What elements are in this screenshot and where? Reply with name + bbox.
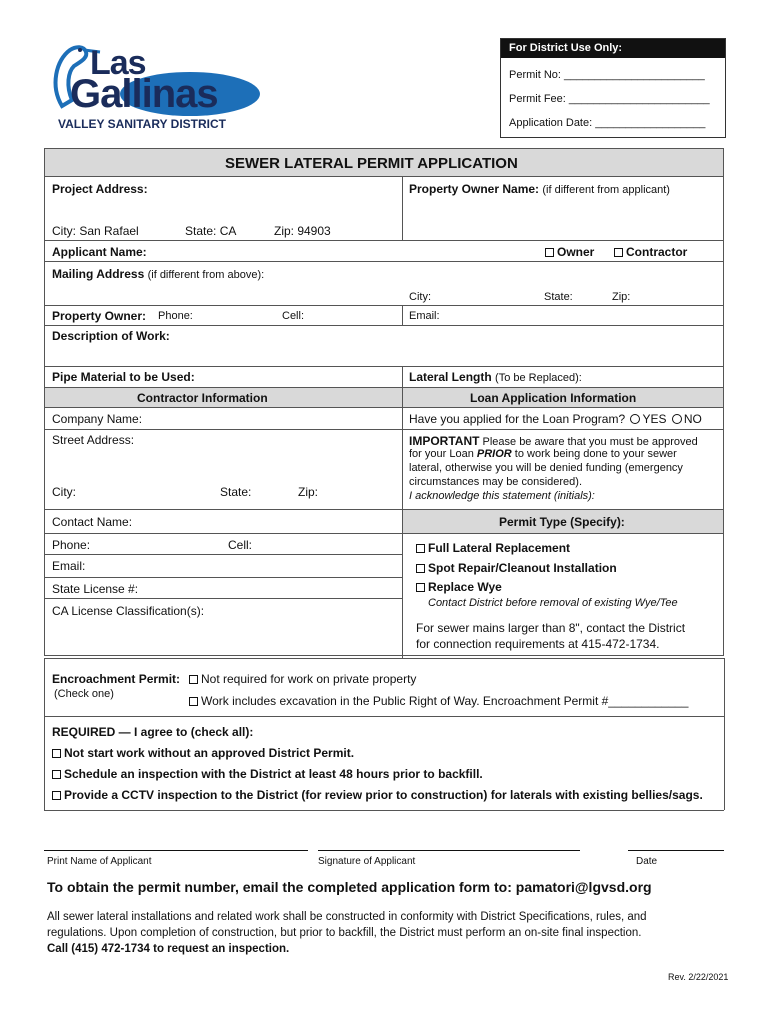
permit-type-header: Permit Type (Specify): bbox=[499, 515, 625, 529]
checkbox-icon bbox=[189, 697, 198, 706]
important-line-4: circumstances may be considered). bbox=[409, 476, 583, 488]
footer-paragraph-2: regulations. Upon completion of construction, but prior to backfill, the District must perform an on-site final inspection. bbox=[47, 927, 642, 939]
checkbox-icon bbox=[614, 248, 623, 257]
checkbox-icon bbox=[416, 583, 425, 592]
owner-name-label: Property Owner Name: (if different from applicant) bbox=[409, 182, 670, 196]
district-use-title: For District Use Only: bbox=[509, 42, 623, 54]
mailing-state-label: State: bbox=[544, 291, 573, 303]
mains-note-2: for connection requirements at 415-472-1734. bbox=[416, 637, 660, 651]
checkbox-icon bbox=[416, 544, 425, 553]
checkbox-icon bbox=[189, 675, 198, 684]
yes-radio-icon[interactable] bbox=[630, 414, 640, 424]
footer-paragraph-1: All sewer lateral installations and related work shall be constructed in conformity with District Specifications, rules, and bbox=[47, 911, 647, 923]
pipe-material-label: Pipe Material to be Used: bbox=[52, 370, 195, 384]
no-radio-icon[interactable] bbox=[672, 414, 682, 424]
checkbox-icon bbox=[52, 749, 61, 758]
date-label: Date bbox=[636, 856, 658, 867]
encroach-excavation-checkbox[interactable]: Work includes excavation in the Public Right of Way. Encroachment Permit #____________ bbox=[189, 694, 688, 708]
footer-call-line: Call (415) 472-1734 to request an inspection. bbox=[47, 943, 290, 955]
state-value: State: CA bbox=[185, 224, 237, 238]
district-use-box bbox=[500, 38, 726, 138]
project-address-input[interactable] bbox=[160, 180, 398, 216]
important-line-2: for your Loan PRIOR to work being done to your sewer bbox=[409, 448, 677, 460]
owner-cell-label: Cell: bbox=[282, 310, 305, 322]
street-address-label: Street Address: bbox=[52, 433, 135, 447]
logo-subtitle: VALLEY SANITARY DISTRICT bbox=[58, 117, 227, 131]
acknowledge-initials[interactable]: I acknowledge this statement (initials): bbox=[409, 490, 595, 502]
encroachment-label: Encroachment Permit: bbox=[52, 672, 181, 686]
form-title: SEWER LATERAL PERMIT APPLICATION bbox=[225, 155, 518, 172]
license-classification-label: CA License Classification(s): bbox=[52, 604, 205, 618]
checkbox-icon bbox=[52, 791, 61, 800]
spot-repair-checkbox[interactable]: Spot Repair/Cleanout Installation bbox=[416, 561, 617, 575]
required-item-2[interactable]: Schedule an inspection with the District at least 48 hours prior to backfill. bbox=[52, 767, 483, 781]
loan-question: Have you applied for the Loan Program? YES NO bbox=[409, 412, 702, 426]
mains-note-1: For sewer mains larger than 8", contact the District bbox=[416, 621, 686, 635]
mailing-city-label: City: bbox=[409, 291, 431, 303]
property-owner-label: Property Owner: bbox=[52, 309, 147, 323]
signature-label: Signature of Applicant bbox=[318, 856, 416, 867]
print-name-label: Print Name of Applicant bbox=[47, 856, 152, 867]
no-label: NO bbox=[683, 412, 702, 426]
revision-date: Rev. 2/22/2021 bbox=[668, 972, 729, 982]
logo-word-gallinas: Gallinas bbox=[70, 72, 218, 116]
project-address-label: Project Address: bbox=[52, 182, 148, 196]
logo-word-las: Las bbox=[90, 44, 146, 82]
owner-phone-label: Phone: bbox=[158, 310, 193, 322]
mailing-zip-label: Zip: bbox=[612, 291, 631, 303]
contractor-checkbox[interactable]: Contractor bbox=[614, 245, 687, 259]
replace-wye-checkbox[interactable]: Replace Wye bbox=[416, 580, 502, 594]
contractor-zip-label: Zip: bbox=[298, 485, 319, 499]
required-item-1[interactable]: Not start work without an approved District Permit. bbox=[52, 746, 354, 760]
state-license-label: State License #: bbox=[52, 582, 139, 596]
signature-line[interactable] bbox=[318, 850, 580, 851]
district-logo bbox=[40, 36, 270, 136]
important-line-1: IMPORTANT Please be aware that you must be approved bbox=[409, 434, 698, 448]
wye-note: Contact District before removal of existing Wye/Tee bbox=[428, 597, 678, 609]
application-date-field[interactable]: Application Date: __________________ bbox=[509, 117, 706, 129]
zip-value: Zip: 94903 bbox=[274, 224, 331, 238]
contractor-city-label: City: bbox=[52, 485, 76, 499]
date-line[interactable] bbox=[628, 850, 724, 851]
contractor-info-header: Contractor Information bbox=[137, 391, 268, 405]
owner-email-label: Email: bbox=[409, 310, 440, 322]
encroach-not-required-checkbox[interactable]: Not required for work on private property bbox=[189, 672, 416, 686]
applicant-name-label: Applicant Name: bbox=[52, 245, 147, 259]
lateral-length-label: Lateral Length (To be Replaced): bbox=[409, 370, 582, 384]
required-item-3[interactable]: Provide a CCTV inspection to the District (for review prior to construction) for laterals with existing bellies/sags. bbox=[52, 788, 703, 802]
owner-checkbox[interactable]: Owner bbox=[545, 245, 594, 259]
checkbox-icon bbox=[545, 248, 554, 257]
email-instructions: To obtain the permit number, email the completed application form to: pamatori@lgvsd.org bbox=[47, 879, 652, 895]
city-value: City: San Rafael bbox=[52, 224, 139, 238]
check-one-note: (Check one) bbox=[54, 688, 114, 700]
full-replacement-checkbox[interactable]: Full Lateral Replacement bbox=[416, 541, 570, 555]
permit-no-field[interactable]: Permit No: _______________________ bbox=[509, 69, 705, 81]
yes-label: YES bbox=[642, 412, 667, 426]
checkbox-icon bbox=[52, 770, 61, 779]
important-line-3: lateral, otherwise you will be denied funding (emergency bbox=[409, 462, 683, 474]
contractor-cell-label: Cell: bbox=[228, 538, 253, 552]
mailing-address-label: Mailing Address (if different from above): bbox=[52, 267, 265, 281]
print-name-line[interactable] bbox=[44, 850, 308, 851]
contractor-state-label: State: bbox=[220, 485, 252, 499]
permit-fee-field[interactable]: Permit Fee: _______________________ bbox=[509, 93, 710, 105]
description-label: Description of Work: bbox=[52, 329, 170, 343]
contractor-email-label: Email: bbox=[52, 559, 86, 573]
required-header: REQUIRED — I agree to (check all): bbox=[52, 725, 254, 739]
loan-info-header: Loan Application Information bbox=[470, 391, 637, 405]
company-name-label: Company Name: bbox=[52, 412, 143, 426]
checkbox-icon bbox=[416, 564, 425, 573]
contact-name-label: Contact Name: bbox=[52, 515, 133, 529]
contractor-phone-label: Phone: bbox=[52, 538, 91, 552]
